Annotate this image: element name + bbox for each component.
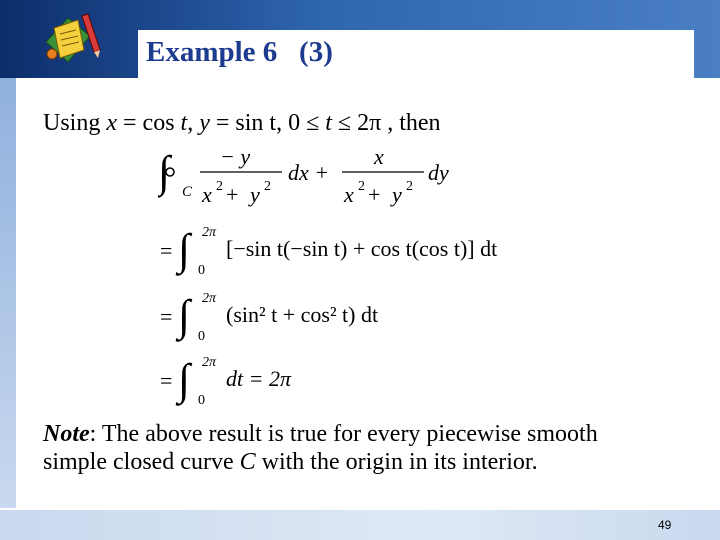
step-1-row	[160, 225, 497, 278]
step-3-upper-limit: 2π	[202, 355, 217, 370]
slide-title: Example 6 (3)	[146, 36, 333, 68]
frac1-numerator: − y	[220, 144, 251, 169]
step-2-row	[160, 291, 378, 344]
frac1-den-y: y	[250, 182, 260, 207]
left-accent-bar	[0, 78, 16, 508]
step-1-lower-limit: 0	[198, 263, 205, 278]
footer-band	[0, 510, 720, 540]
note-text-a: : The above result is true for every piecewise smooth simple closed curve	[43, 421, 598, 475]
intro-x-var: x	[106, 110, 117, 136]
frac2-den-plus: +	[368, 182, 381, 207]
intro-range-end: ≤ 2π , then	[331, 110, 441, 136]
intro-y-eq: = sin t, 0 ≤	[209, 110, 326, 136]
step-3-integrand: dt = 2π	[226, 366, 291, 391]
step-1-upper-limit: 2π	[202, 225, 217, 240]
note-label: Note	[43, 421, 90, 447]
frac2-den-y: y	[392, 182, 402, 207]
step-2-equals: =	[160, 304, 173, 329]
intro-y-var: y	[199, 110, 210, 136]
dx-term: dx +	[288, 160, 330, 185]
page-number: 49	[658, 518, 672, 532]
intro-x-eq: = cos	[117, 110, 181, 136]
step-3-lower-limit: 0	[198, 393, 205, 408]
step-3-integral-sign: ∫	[178, 355, 191, 404]
step-2-lower-limit: 0	[198, 329, 205, 344]
step-2-upper-limit: 2π	[202, 291, 217, 306]
frac2-den-x: x	[344, 182, 354, 207]
frac1-den-sq2: 2	[264, 179, 271, 194]
frac2-numerator: x	[374, 144, 384, 169]
equation-block	[158, 140, 598, 410]
intro-comma: ,	[187, 110, 200, 136]
frac2-den-sq2: 2	[406, 179, 413, 194]
note-curve-c: C	[239, 449, 256, 475]
intro-line	[43, 110, 441, 137]
contour-integral-sign: ∫	[158, 147, 171, 196]
frac1-den-sq1: 2	[216, 179, 223, 194]
step-2-integrand: (sin² t + cos² t) dt	[226, 302, 379, 327]
school-clipart-icon	[38, 10, 108, 72]
contour-integral-row	[158, 144, 449, 207]
frac1-den-x: x	[202, 182, 212, 207]
intro-using: Using	[43, 110, 107, 136]
dy-term: dy	[428, 160, 449, 185]
frac2-den-sq1: 2	[358, 179, 365, 194]
step-3-row	[160, 355, 292, 408]
intro-t2: t	[325, 110, 332, 136]
contour-label: C	[182, 184, 193, 200]
step-1-integral-sign: ∫	[178, 225, 191, 274]
step-3-equals: =	[160, 368, 173, 393]
step-1-integrand: [−sin t(−sin t) + cos t(cos t)] dt	[226, 236, 498, 261]
note-paragraph	[43, 420, 643, 476]
frac1-den-plus: +	[226, 182, 239, 207]
step-2-integral-sign: ∫	[178, 291, 191, 340]
step-1-equals: =	[160, 238, 173, 263]
intro-t1: t	[180, 110, 188, 136]
note-text-b: with the origin in its interior.	[255, 449, 538, 475]
